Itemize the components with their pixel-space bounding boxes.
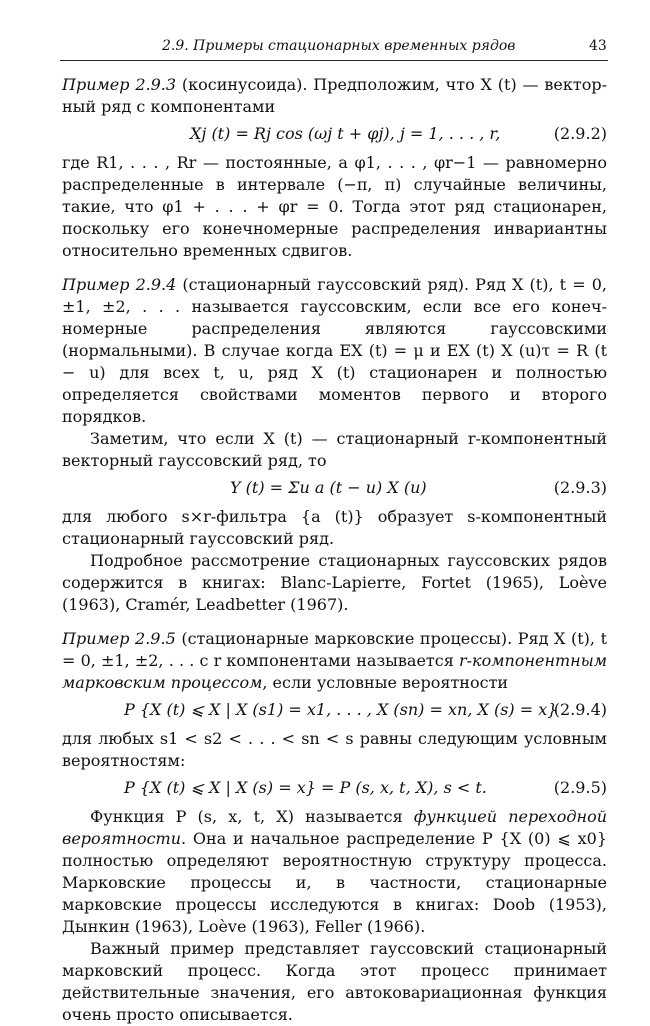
example-2-9-5 (62, 628, 607, 694)
paragraph-text: Функция P (s, x, t, X) называется (90, 807, 414, 826)
equation-formula: Xj (t) = Rj cos (ωj t + φj), j = 1, . . . , r, (190, 124, 501, 143)
example-label: Пример 2.9.4 (62, 275, 177, 294)
paragraph: Подробное рассмотрение стационарных гауссовских рядов содержится в книгах: Blanc-Lapierre, Fortet (1965), Loève (1963), Cramér, Leadbetter (1967). (62, 551, 607, 614)
running-header (0, 36, 650, 60)
equation-2-9-5 (62, 773, 607, 803)
page-body (62, 74, 607, 1026)
example-2-9-4 (62, 274, 607, 428)
page-number: 43 (589, 38, 607, 54)
example-label: Пример 2.9.5 (62, 629, 176, 648)
paragraph: Важный пример представляет гауссовский стационарный марковский процесс. Когда этот процесс принимает действительные значения, его автоковариационная функция очень просто описывается. (62, 939, 607, 1024)
paragraph-text: . Она и начальное распределение P {X (0) ⩽ x0} полностью определяют вероятностную структуру процесса. Марковские процессы и, в частности, стационарные марковские процессы исследуются в книгах: Doob (1953), Дынкин (1963), Loève (1963), Feller (1966). (62, 829, 607, 936)
paragraph-text: (стационарные марковские процессы). Ряд X (t), t = 0, ±1, ±2, . . . с r компонентами называется (62, 629, 607, 670)
paragraph-text: ный ряд с компонентами (62, 97, 276, 116)
paragraph-transition-function (62, 806, 607, 938)
equation-2-9-3 (62, 473, 607, 503)
running-title: 2.9. Примеры стационарных временных рядов (162, 38, 516, 54)
equation-formula: P {X (t) ⩽ X | X (s) = x} = P (s, x, t, X), s < t. (124, 778, 487, 797)
paragraph-text: (косинусоида). Предположим, что X (t) — вектор- (176, 75, 607, 94)
paragraph-text: (стационарный гауссовский ряд). Ряд X (t), t = 0, ±1, ±2, . . . называется гауссовским, если все его конечномерные распределения являются гауссовскими (нормальными). В случае когда EX (t) = μ и EX (t) X (u)τ = R (t − u) для всех t, u, ряд X (t) стационарен и полностью определяется свойствами моментов первого и второго порядков. (62, 275, 607, 426)
equation-number: (2.9.5) (553, 778, 607, 797)
equation-number: (2.9.3) (553, 478, 607, 497)
equation-2-9-2 (62, 119, 607, 149)
equation-number: (2.9.4) (553, 700, 607, 719)
paragraph: для любых s1 < s2 < . . . < sn < s равны следующим условным вероятностям: (62, 729, 607, 770)
paragraph-text: , если условные вероятности (262, 673, 509, 692)
header-rule (60, 60, 608, 61)
equation-formula: Y (t) = Σu a (t − u) X (u) (230, 478, 427, 497)
paragraph: для любого s×r-фильтра {a (t)} образует s-компонентный стационарный гауссовский ряд. (62, 507, 607, 548)
equation-number: (2.9.2) (553, 124, 607, 143)
paragraph: где R1, . . . , Rr — постоянные, а φ1, . . . , φr−1 — равномерно распределенные в интервале (−π, π) случайные величины, такие, что φ1 + . . . + φr = 0. Тогда этот ряд стационарен, поскольку его конечномерные распределения инвариантны относительно временных сдвигов. (62, 153, 607, 260)
equation-2-9-4 (62, 695, 607, 725)
paragraph: Заметим, что если X (t) — стационарный r-компонентный векторный гауссовский ряд, то (62, 429, 607, 470)
defined-term: функцией переходной вероятности (62, 807, 608, 848)
example-2-9-3-intro (62, 74, 607, 118)
defined-term: r-компонентным марковским процессом (62, 651, 607, 692)
equation-formula: P {X (t) ⩽ X | X (s1) = x1, . . . , X (sn) = xn, X (s) = x} (124, 700, 558, 719)
example-label: Пример 2.9.3 (62, 75, 177, 94)
